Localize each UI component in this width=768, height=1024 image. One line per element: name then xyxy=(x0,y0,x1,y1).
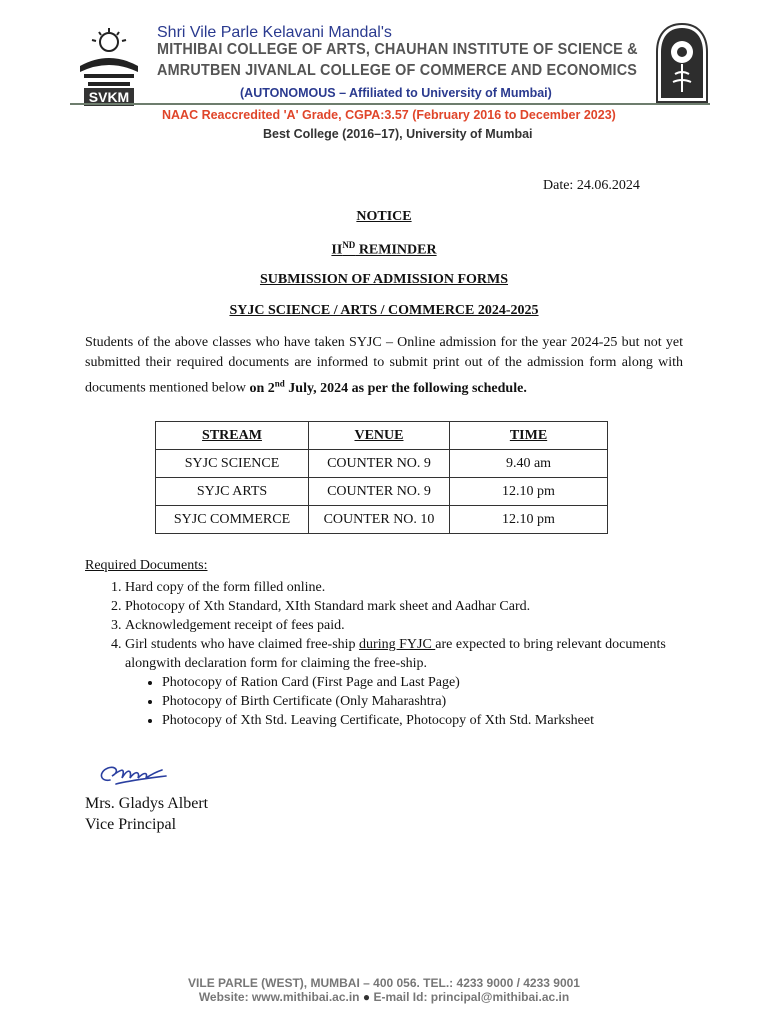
table-header-time: TIME xyxy=(450,422,608,450)
table-cell: SYJC ARTS xyxy=(156,478,309,506)
table-cell: COUNTER NO. 10 xyxy=(309,506,450,534)
paragraph-bold-post: July, 2024 as per the following schedule. xyxy=(284,380,527,396)
signature-scribble xyxy=(96,760,176,788)
org-name: Shri Vile Parle Kelavani Mandal's xyxy=(157,24,392,41)
college-name-line-2: AMRUTBEN JIVANLAL COLLEGE OF COMMERCE AND ECONOMICS xyxy=(157,62,638,79)
paragraph-bold-pre: on 2 xyxy=(249,380,275,396)
notice-title: NOTICE xyxy=(356,209,412,224)
signatory-name: Mrs. Gladys Albert xyxy=(85,795,209,812)
freeship-documents-list xyxy=(125,673,725,730)
footer-address: VILE PARLE (WEST), MUMBAI – 400 056. TEL.: 4233 9000 / 4233 9001 xyxy=(188,976,580,990)
table-row xyxy=(156,450,608,478)
list-item: 3. Acknowledgement receipt of fees paid. xyxy=(125,616,725,635)
freeship-text-underlined: during FYJC xyxy=(359,637,436,652)
signatory-title: Vice Principal xyxy=(85,816,177,833)
svkm-logo xyxy=(72,28,146,106)
paragraph-bold-sup: nd xyxy=(274,378,285,388)
signatory-block xyxy=(85,793,208,835)
footer-website: Website: www.mithibai.ac.in xyxy=(198,990,360,1004)
svkm-logo-text: SVKM xyxy=(88,89,130,105)
reminder-post: REMINDER xyxy=(355,242,437,258)
table-header-venue: VENUE xyxy=(309,422,450,450)
table-cell: 12.10 pm xyxy=(450,478,608,506)
table-cell: SYJC COMMERCE xyxy=(156,506,309,534)
required-documents-list xyxy=(85,578,725,730)
footer-bullet-icon: ● xyxy=(362,990,374,1004)
naac-line: NAAC Reaccredited 'A' Grade, CGPA:3.57 (February 2016 to December 2023) xyxy=(162,108,616,122)
paragraph-text: Students of the above classes who have taken SYJC – Online admission for the year 2024-25 but not yet submitted their required documents are informed to submit print out of the admission form along with documents mentioned below xyxy=(85,335,683,396)
header-divider xyxy=(70,103,710,105)
table-header-row xyxy=(156,422,608,450)
subject-heading: SUBMISSION OF ADMISSION FORMS xyxy=(259,272,509,287)
reminder-heading xyxy=(0,240,768,259)
freeship-text-post: are expected to bring relevant documents alongwith declaration form for claiming the free-ship. xyxy=(125,637,666,671)
signature xyxy=(96,760,176,788)
college-crest-icon xyxy=(653,22,711,104)
bullet-item: • Photocopy of Ration Card (First Page and Last Page) xyxy=(162,673,725,692)
notice-paragraph xyxy=(85,333,683,399)
table-cell: SYJC SCIENCE xyxy=(156,450,309,478)
paragraph-schedule-date xyxy=(249,378,527,396)
list-item: 1. Hard copy of the form filled online. xyxy=(125,578,725,597)
table-cell: COUNTER NO. 9 xyxy=(309,478,450,506)
reminder-pre: II xyxy=(331,242,343,258)
best-college-line: Best College (2016–17), University of Mumbai xyxy=(263,127,533,141)
table-cell: 9.40 am xyxy=(450,450,608,478)
table-cell: 12.10 pm xyxy=(450,506,608,534)
bullet-item: • Photocopy of Xth Std. Leaving Certificate, Photocopy of Xth Std. Marksheet xyxy=(162,711,725,730)
autonomous-line: (AUTONOMOUS – Affiliated to University of Mumbai) xyxy=(240,86,552,100)
table-cell: COUNTER NO. 9 xyxy=(309,450,450,478)
list-item: 2. Photocopy of Xth Standard, XIth Standard mark sheet and Aadhar Card. xyxy=(125,597,725,616)
table-row xyxy=(156,506,608,534)
required-documents-heading: Required Documents: xyxy=(85,558,208,573)
table-header-stream: STREAM xyxy=(156,422,309,450)
schedule-table xyxy=(155,421,608,534)
college-name-line-1: MITHIBAI COLLEGE OF ARTS, CHAUHAN INSTITUTE OF SCIENCE & xyxy=(157,41,638,58)
college-crest xyxy=(653,22,711,104)
freeship-text-pre: Girl students who have claimed free-ship xyxy=(125,637,360,652)
list-item-freeship xyxy=(125,635,725,730)
footer-contact xyxy=(0,990,768,1004)
reminder-sup: ND xyxy=(342,240,356,250)
footer-email: E-mail Id: principal@mithibai.ac.in xyxy=(373,990,570,1004)
bullet-item: • Photocopy of Birth Certificate (Only Maharashtra) xyxy=(162,692,725,711)
table-row xyxy=(156,478,608,506)
notice-date: Date: 24.06.2024 xyxy=(543,178,640,193)
classes-heading: SYJC SCIENCE / ARTS / COMMERCE 2024-2025 xyxy=(229,303,539,318)
